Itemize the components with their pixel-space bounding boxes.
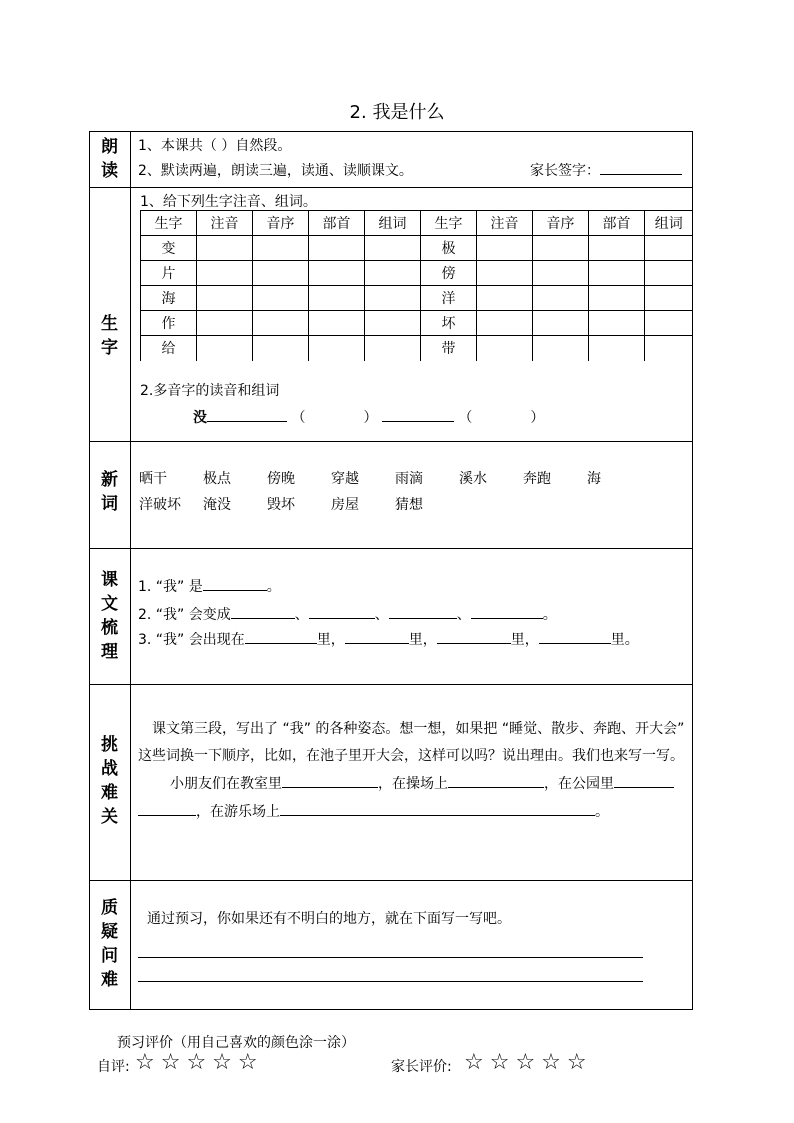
answer-cell[interactable] xyxy=(365,261,421,286)
column-header: 音序 xyxy=(533,211,589,236)
answer-cell[interactable] xyxy=(645,311,693,336)
word-item: 洋破坏 xyxy=(139,497,181,513)
answer-blank[interactable] xyxy=(203,576,267,591)
column-header: 注音 xyxy=(197,211,253,236)
character-cell: 海 xyxy=(141,286,197,311)
section-divider xyxy=(89,441,693,442)
answer-cell[interactable] xyxy=(197,311,253,336)
column-header: 生字 xyxy=(141,211,197,236)
page-title: 2. 我是什么 xyxy=(349,102,445,123)
evaluation-title: 预习评价（用自己喜欢的颜色涂一涂） xyxy=(117,1035,355,1051)
table-row xyxy=(141,236,693,261)
challenge-fill-line-1: 小朋友们在教室里 ，在操场上 ，在公园里 xyxy=(170,773,693,793)
signature-blank[interactable] xyxy=(600,160,682,175)
character-cell: 变 xyxy=(141,236,197,261)
section-divider xyxy=(89,880,693,881)
character-cell: 极 xyxy=(421,236,477,261)
answer-cell[interactable] xyxy=(589,286,645,311)
paragraph-count-question: 1、本课共（ ）自然段。 xyxy=(138,138,292,154)
answer-blank[interactable] xyxy=(471,604,543,619)
answer-cell[interactable] xyxy=(365,236,421,261)
word-item: 奔跑 xyxy=(523,471,551,487)
answer-cell[interactable] xyxy=(589,311,645,336)
word-item: 傍晚 xyxy=(267,471,295,487)
column-header: 部首 xyxy=(309,211,365,236)
answer-blank[interactable] xyxy=(231,604,295,619)
answer-blank[interactable] xyxy=(345,629,409,644)
answer-cell[interactable] xyxy=(253,311,309,336)
character-instruction: 1、给下列生字注音、组词。 xyxy=(140,194,317,210)
word-item: 海 xyxy=(587,471,601,487)
section-label-kewen: 课 文 梳 理 xyxy=(101,570,118,662)
answer-cell[interactable] xyxy=(533,311,589,336)
word-item: 雨滴 xyxy=(395,471,423,487)
column-header: 部首 xyxy=(589,211,645,236)
answer-cell[interactable] xyxy=(477,311,533,336)
answer-cell[interactable] xyxy=(365,286,421,311)
question-3: 3. “我” 会出现在 里， 里， 里， 里。 xyxy=(138,629,639,649)
answer-cell[interactable] xyxy=(533,336,589,361)
column-header: 组词 xyxy=(645,211,693,236)
answer-cell[interactable] xyxy=(589,236,645,261)
section-divider xyxy=(89,684,693,685)
answer-cell[interactable] xyxy=(253,236,309,261)
word-item: 穿越 xyxy=(331,471,359,487)
question-1: 1. “我” 是 。 xyxy=(138,576,281,596)
word-item: 晒干 xyxy=(139,471,167,487)
answer-blank[interactable] xyxy=(437,629,511,644)
answer-blank[interactable] xyxy=(245,629,317,644)
character-cell: 片 xyxy=(141,261,197,286)
pinyin-blank[interactable] xyxy=(382,407,454,422)
column-header: 注音 xyxy=(477,211,533,236)
character-cell: 带 xyxy=(421,336,477,361)
answer-cell[interactable] xyxy=(309,236,365,261)
answer-cell[interactable] xyxy=(645,261,693,286)
answer-cell[interactable] xyxy=(645,236,693,261)
answer-cell[interactable] xyxy=(253,336,309,361)
word-item: 淹没 xyxy=(203,497,231,513)
answer-cell[interactable] xyxy=(365,311,421,336)
section-label-xinci: 新 词 xyxy=(101,470,118,514)
answer-cell[interactable] xyxy=(589,336,645,361)
character-cell: 作 xyxy=(141,311,197,336)
answer-blank[interactable] xyxy=(389,604,457,619)
answer-cell[interactable] xyxy=(309,311,365,336)
character-cell: 给 xyxy=(141,336,197,361)
parent-rating-stars[interactable]: ☆☆☆☆☆ xyxy=(464,1050,593,1075)
answer-cell[interactable] xyxy=(589,261,645,286)
section-label-tiaozhan: 挑 战 难 关 xyxy=(101,735,118,827)
answer-cell[interactable] xyxy=(365,336,421,361)
character-cell: 坏 xyxy=(421,311,477,336)
section-divider xyxy=(89,187,693,188)
word-item: 溪水 xyxy=(459,471,487,487)
word-item: 毁坏 xyxy=(267,497,295,513)
answer-cell[interactable] xyxy=(197,286,253,311)
self-evaluation-label: 自评: xyxy=(97,1059,130,1075)
word-item: 极点 xyxy=(203,471,231,487)
self-rating-stars[interactable]: ☆☆☆☆☆ xyxy=(135,1050,264,1075)
answer-cell[interactable] xyxy=(533,236,589,261)
section-label-langdu: 朗 读 xyxy=(101,137,118,181)
answer-blank[interactable] xyxy=(282,773,378,788)
answer-cell[interactable] xyxy=(533,261,589,286)
question-2: 2. “我” 会变成 、 、 、 。 xyxy=(138,604,557,624)
answer-cell[interactable] xyxy=(477,261,533,286)
answer-blank[interactable] xyxy=(614,773,674,788)
answer-cell[interactable] xyxy=(309,286,365,311)
answer-cell[interactable] xyxy=(477,336,533,361)
answer-cell[interactable] xyxy=(197,236,253,261)
word-item: 猜想 xyxy=(395,497,423,513)
section-label-shengzi: 生 字 xyxy=(101,314,118,358)
answer-cell[interactable] xyxy=(309,336,365,361)
section-divider xyxy=(89,548,693,549)
challenge-fill-line-2: ，在游乐场上 。 xyxy=(138,801,609,821)
column-header: 音序 xyxy=(253,211,309,236)
column-header: 组词 xyxy=(365,211,421,236)
section-label-zhiyi: 质 疑 问 难 xyxy=(101,898,118,990)
character-cell: 洋 xyxy=(421,286,477,311)
answer-cell[interactable] xyxy=(197,261,253,286)
polyphone-row: 没 （ ） （ ） xyxy=(193,407,544,427)
polyphone-title: 2.多音字的读音和组词 xyxy=(140,383,280,399)
table-header-row xyxy=(141,211,693,236)
question-prompt: 通过预习，你如果还有不明白的地方，就在下面写一写吧。 xyxy=(147,911,511,927)
writing-line[interactable] xyxy=(138,981,643,982)
answer-cell[interactable] xyxy=(253,261,309,286)
table-row xyxy=(141,261,693,286)
answer-blank[interactable] xyxy=(280,801,595,816)
character-cell: 傍 xyxy=(421,261,477,286)
column-header: 生字 xyxy=(421,211,477,236)
word-item: 房屋 xyxy=(331,497,359,513)
pinyin-blank[interactable] xyxy=(207,407,287,422)
reading-instruction: 2、默读两遍，朗读三遍，读通、读顺课文。 xyxy=(138,163,413,179)
challenge-paragraph-1: 课文第三段，写出了 “我” 的各种姿态。想一想，如果把 “睡觉、散步、奔跑、开大会” xyxy=(152,721,685,737)
table-row xyxy=(141,311,693,336)
label-column-divider xyxy=(130,131,131,1010)
table-row xyxy=(141,286,693,311)
character-table xyxy=(140,210,693,361)
answer-cell[interactable] xyxy=(645,286,693,311)
table-row xyxy=(141,336,693,361)
answer-cell[interactable] xyxy=(477,286,533,311)
writing-line[interactable] xyxy=(138,957,643,958)
parent-evaluation-label: 家长评价: xyxy=(391,1059,452,1075)
answer-cell[interactable] xyxy=(533,286,589,311)
answer-cell[interactable] xyxy=(309,261,365,286)
answer-cell[interactable] xyxy=(645,336,693,361)
answer-cell[interactable] xyxy=(197,336,253,361)
answer-cell[interactable] xyxy=(253,286,309,311)
answer-blank[interactable] xyxy=(448,773,544,788)
parent-signature: 家长签字： xyxy=(530,160,682,180)
answer-cell[interactable] xyxy=(477,236,533,261)
answer-blank[interactable] xyxy=(539,629,611,644)
challenge-paragraph-2: 这些词换一下顺序，比如，在池子里开大会，这样可以吗？说出理由。我们也来写一写。 xyxy=(138,748,684,764)
answer-blank[interactable] xyxy=(138,801,196,816)
answer-blank[interactable] xyxy=(309,604,375,619)
